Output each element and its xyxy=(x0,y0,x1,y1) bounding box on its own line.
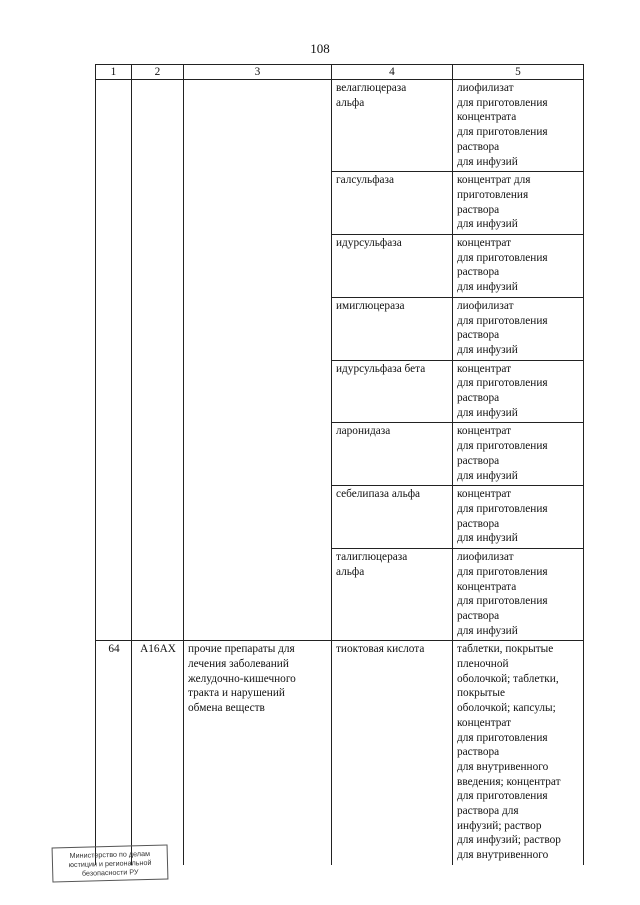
registration-stamp xyxy=(52,844,169,882)
table-row xyxy=(96,641,584,865)
header-col-4: 4 xyxy=(332,65,453,80)
header-col-1: 1 xyxy=(96,65,132,80)
dosage-form-cell: концентрат для приготовления раствора для инфузий xyxy=(453,235,584,298)
entry-drug-name-cell: тиоктовая кислота xyxy=(332,641,453,865)
stamp-line: юстиции и региональной xyxy=(68,857,152,870)
dosage-form-cell: концентрат для приготовления раствора для инфузий xyxy=(453,423,584,486)
drug-name-cell: велаглюцераза альфа xyxy=(332,80,453,172)
stamp-line: безопасности РУ xyxy=(81,867,139,878)
dosage-form-cell: лиофилизат для приготовления концентрата для приготовления раствора для инфузий xyxy=(453,80,584,172)
continued-code-cell xyxy=(132,80,184,641)
entry-num-cell: 64 xyxy=(96,641,132,865)
drug-name-cell: идурсульфаза бета xyxy=(332,360,453,423)
header-col-3: 3 xyxy=(184,65,332,80)
header-row xyxy=(96,65,584,80)
dosage-form-cell: концентрат для приготовления раствора для инфузий xyxy=(453,360,584,423)
drug-name-cell: себелипаза альфа xyxy=(332,486,453,549)
drug-name-cell: галсульфаза xyxy=(332,172,453,235)
drug-name-cell: талиглюцераза альфа xyxy=(332,549,453,641)
table-row xyxy=(96,80,584,172)
page-number: 108 xyxy=(310,41,330,56)
continued-num-cell xyxy=(96,80,132,641)
continued-group-cell xyxy=(184,80,332,641)
entry-group-cell: прочие препараты для лечения заболеваний желудочно-кишечного тракта и нарушений обмена веществ xyxy=(184,641,332,865)
entry-code-cell: A16AX xyxy=(132,641,184,865)
medicines-table xyxy=(95,64,584,865)
dosage-form-cell: концентрат для приготовления раствора для инфузий xyxy=(453,172,584,235)
drug-name-cell: ларонидаза xyxy=(332,423,453,486)
drug-name-cell: имиглюцераза xyxy=(332,297,453,360)
header-col-5: 5 xyxy=(453,65,584,80)
entry-dosage-form-cell: таблетки, покрытые пленочной оболочкой; таблетки, покрытые оболочкой; капсулы; концентрат для приготовления раствора для внутривенного введения; концентрат для приготовления раствора для инфузий; раствор для инфузий; раствор для внутривенного xyxy=(453,641,584,865)
dosage-form-cell: концентрат для приготовления раствора для инфузий xyxy=(453,486,584,549)
stamp-line: Министерство по делам xyxy=(69,848,151,861)
header-col-2: 2 xyxy=(132,65,184,80)
dosage-form-cell: лиофилизат для приготовления раствора для инфузий xyxy=(453,297,584,360)
dosage-form-cell: лиофилизат для приготовления концентрата для приготовления раствора для инфузий xyxy=(453,549,584,641)
drug-name-cell: идурсульфаза xyxy=(332,235,453,298)
